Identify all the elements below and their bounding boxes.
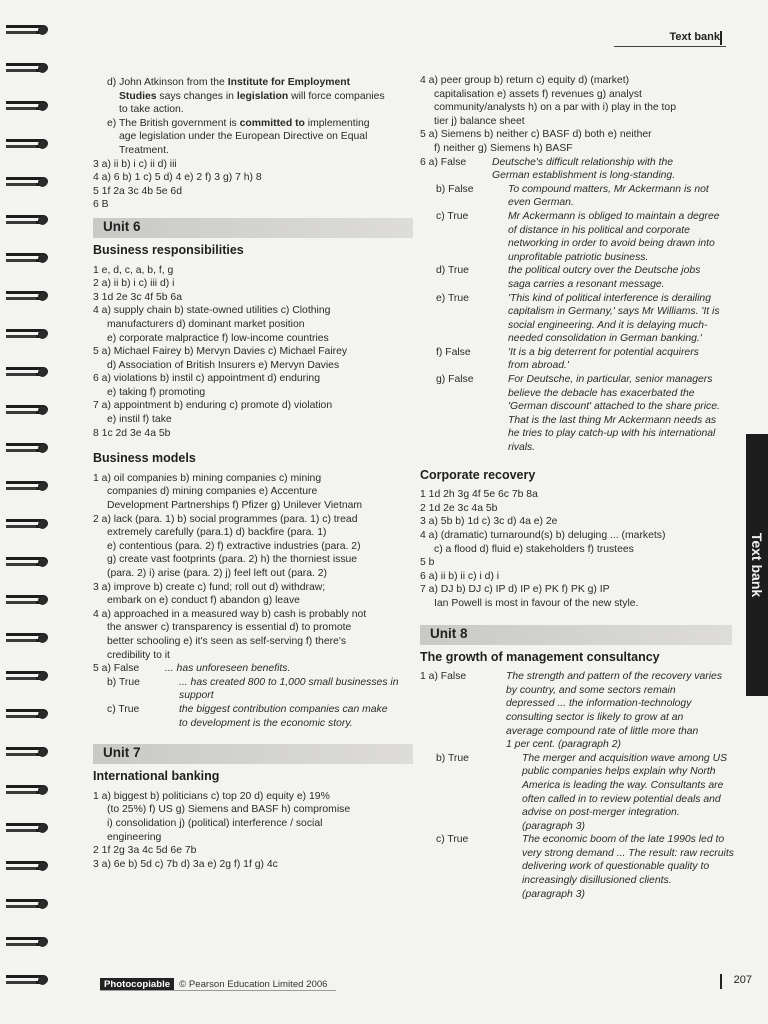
true-false-quote [508, 346, 732, 373]
answer-line: tier j) balance sheet [434, 115, 525, 127]
binding-ring [6, 402, 54, 420]
answer-line: 7 a) DJ b) DJ c) IP d) IP e) PK f) PK g) IP [420, 584, 610, 596]
true-false-item [93, 703, 413, 730]
section-title-business-models: Business models [93, 451, 196, 466]
answer-line: credibility to it [107, 649, 170, 661]
answer-line: age legislation under the European Directive on Equal [119, 131, 368, 143]
question-6-true-false [420, 156, 732, 455]
answer-line: Development Partnerships f) Pfizer g) Unilever Vietnam [107, 500, 363, 512]
unit-6-band [93, 218, 413, 238]
answer-line: 1 a) biggest b) politicians c) top 20 d) equity e) 19% [93, 790, 330, 802]
quote-line: believe the debacle has exacerbated the [508, 387, 695, 399]
answer-line: capitalisation e) assets f) revenues g) analyst [434, 88, 642, 100]
binding-ring [6, 288, 54, 306]
quote-line: Mr Ackermann is obliged to maintain a degree [508, 210, 720, 222]
quote-line: German establishment is long-standing. [492, 170, 676, 182]
answer-line: c) a flood d) fluid e) stakeholders f) trustees [434, 543, 634, 555]
true-false-quote [492, 156, 732, 183]
binding-ring [6, 516, 54, 534]
copyright-text: © Pearson Education Limited 2006 [179, 979, 328, 990]
binding-ring [6, 326, 54, 344]
true-false-quote [179, 676, 413, 703]
quote-line: To compound matters, Mr Ackermann is not [508, 183, 709, 195]
binding-ring [6, 440, 54, 458]
section-title-management-consultancy: The growth of management consultancy [420, 649, 660, 664]
true-false-quote [508, 373, 732, 455]
answer-line: 3 1d 2e 3c 4f 5b 6a [93, 291, 182, 303]
answer-line: (to 25%) f) US g) Siemens and BASF h) compromise [107, 804, 351, 816]
quote-line: (paragraph 3) [522, 820, 585, 832]
question-1-true-false [420, 670, 732, 901]
quote-line: from abroad.' [508, 360, 569, 372]
binding-ring [6, 896, 54, 914]
international-banking-answers [93, 790, 413, 872]
answer-line: 1 1d 2h 3g 4f 5e 6c 7b 8a [420, 489, 538, 501]
true-false-item [420, 752, 732, 834]
corporate-recovery-answers [420, 488, 732, 610]
binding-ring [6, 858, 54, 876]
quote-line: America is leading the way. Consultants are [522, 779, 724, 791]
quote-line: The strength and pattern of the recovery varies [506, 671, 723, 683]
quote-line: saga carries a resonant message. [508, 278, 665, 290]
unit-8-label: Unit 8 [430, 625, 468, 641]
answer-line: 2 a) lack (para. 1) b) social programmes (para. 1) c) tread [93, 513, 358, 525]
answer-line: f) neither g) Siemens h) BASF [434, 142, 573, 154]
answer-line: e) instil f) take [107, 414, 172, 426]
header-divider [720, 31, 722, 45]
answer-line: the answer c) transparency is essential d) to promote [107, 622, 352, 634]
true-false-item [420, 833, 732, 901]
answer-line: embark on e) conduct f) abandon g) leave [107, 595, 300, 607]
quote-line: Deutsche's difficult relationship with the [492, 156, 674, 168]
answer-line: Treatment. [119, 144, 169, 156]
answer-line: engineering [107, 831, 162, 843]
answer-line: 6 a) violations b) instil c) appointment d) enduring [93, 373, 320, 385]
quote-line: (paragraph 3) [522, 888, 585, 900]
true-false-item [93, 676, 413, 703]
true-false-item [420, 264, 732, 291]
answer-line: 5 a) Michael Fairey b) Mervyn Davies c) Michael Fairey [93, 346, 348, 358]
quote-line: increasingly disillusioned clients. [522, 875, 672, 887]
true-false-key: c) True [107, 703, 140, 715]
quote-line: ... has created 800 to 1,000 small businesses in [179, 676, 399, 688]
quote-line: advise on post-merger integration. [522, 807, 680, 819]
quote-line: unprofitable patriotic business. [508, 251, 649, 263]
answer-line: e) taking f) promoting [107, 386, 206, 398]
photocopiable-badge: Photocopiable [100, 978, 174, 991]
true-false-key: e) True [436, 292, 469, 304]
answer-line: 1 e, d, c, a, b, f, g [93, 264, 174, 276]
quote-line: public companies helps explain why North [522, 766, 716, 778]
answer-line: d) John Atkinson from the Institute for Employment [107, 77, 351, 88]
true-false-item [93, 662, 413, 676]
true-false-key: b) True [436, 752, 469, 764]
right-column [420, 74, 732, 901]
true-false-quote [508, 292, 732, 346]
answer-line: 4 a) (dramatic) turnaround(s) b) deluging ... (markets) [420, 530, 666, 541]
true-false-key: 6 a) False [420, 156, 467, 168]
answer-line: 4 a) supply chain b) state-owned utilities c) Clothing [93, 305, 331, 317]
quote-line: often called in to review potential deals and [522, 793, 721, 805]
answer-line: 3 a) 5b b) 1d c) 3c d) 4a e) 2e [420, 516, 558, 528]
quote-line: The economic boom of the late 1990s led to [522, 834, 725, 846]
binding-ring [6, 934, 54, 952]
true-false-key: 5 a) False [93, 663, 140, 675]
true-false-item [420, 210, 732, 264]
true-false-key: b) True [107, 676, 140, 688]
answer-line: better schooling e) it's seen as self-serving f) there's [107, 635, 347, 647]
answer-line: 3 a) improve b) create c) fund; roll out d) withdraw; [93, 581, 326, 593]
answer-line: 7 a) appointment b) enduring c) promote d) violation [93, 400, 333, 412]
binding-ring [6, 554, 54, 572]
answer-line: e) The British government is committed to implementing [107, 117, 370, 129]
binding-ring [6, 98, 54, 116]
true-false-key: g) False [436, 374, 474, 386]
quote-line: social engineering. And it is delaying much- [508, 319, 708, 331]
answer-line: 2 1f 2g 3a 4c 5d 6e 7b [93, 845, 197, 857]
top-answers [420, 74, 732, 156]
true-false-key: c) True [436, 834, 469, 846]
answer-line: 2 a) ii b) i c) iii d) i [93, 278, 175, 290]
spiral-binding [0, 0, 64, 1024]
answer-line: e) corporate malpractice f) low-income countries [107, 332, 329, 344]
true-false-item [420, 346, 732, 373]
quote-line: depressed ... the information-technology [506, 698, 692, 710]
true-false-quote [522, 833, 734, 901]
binding-ring [6, 60, 54, 78]
quote-line: 'This kind of political interference is derailing [508, 292, 711, 304]
quote-line: average compound rate of little more than [506, 725, 699, 737]
quote-line: That is the last thing Mr Ackermann needs as [508, 414, 717, 426]
true-false-quote [508, 210, 732, 264]
true-false-item [420, 373, 732, 455]
page-number-divider [720, 974, 722, 989]
answer-line: g) create vast footprints (para. 2) h) the thorniest issue [107, 554, 358, 566]
answer-line: to take action. [119, 104, 184, 116]
binding-ring [6, 212, 54, 230]
quote-line: capitalism in Germany,' says Mr Williams. 'It is [508, 306, 720, 318]
quote-line: very strong demand ... The result: raw recruits [522, 847, 734, 859]
binding-ring [6, 744, 54, 762]
true-false-quote [165, 662, 413, 676]
left-column [93, 76, 413, 871]
quote-line: 1 per cent. (paragraph 2) [506, 739, 621, 751]
true-false-quote [508, 183, 732, 210]
answer-line: 1 a) oil companies b) mining companies c) mining [93, 472, 322, 484]
quote-line: consulting sector is likely to grow at an [506, 711, 684, 723]
footer-rule [100, 990, 336, 991]
business-models-answers [93, 472, 413, 730]
quote-line: 'It is a big deterrent for potential acquirers [508, 346, 699, 358]
true-false-quote [506, 670, 732, 752]
true-false-quote [508, 264, 732, 291]
quote-line: to development is the economic story. [179, 717, 353, 729]
running-header: Text bank [669, 31, 720, 43]
answer-line: 4 a) approached in a measured way b) cash is probably not [93, 608, 367, 620]
true-false-key: c) True [436, 210, 469, 222]
answer-line: 4 a) peer group b) return c) equity d) (market) [420, 75, 630, 86]
binding-ring [6, 478, 54, 496]
page-number: 207 [733, 974, 752, 986]
unit-6-label: Unit 6 [103, 218, 141, 234]
answer-line: companies d) mining companies e) Accenture [107, 486, 318, 498]
binding-ring [6, 668, 54, 686]
unit-8-band [420, 625, 732, 645]
quote-line: of distance in his political and corporate [508, 224, 690, 236]
answer-line: e) contentious (para. 2) f) extractive industries (para. 2) [107, 540, 361, 552]
quote-line: he tries to play catch-up with his international [508, 428, 716, 440]
answer-line: manufacturers d) dominant market position [107, 318, 305, 330]
answer-line: extremely carefully (para.1) d) backfire (para. 1) [107, 527, 327, 539]
binding-ring [6, 782, 54, 800]
quote-line: the political outcry over the Deutsche jobs [508, 265, 701, 277]
answer-line: Ian Powell is most in favour of the new style. [434, 597, 639, 609]
answer-line: 3 a) 6e b) 5d c) 7b d) 3a e) 2g f) 1f g) 4c [93, 858, 278, 870]
quote-line: support [179, 690, 214, 702]
answer-line: 6 B [93, 199, 109, 211]
header-rule [614, 46, 726, 47]
answer-line: 5 a) Siemens b) neither c) BASF d) both e) neither [420, 129, 652, 141]
binding-ring [6, 820, 54, 838]
binding-ring [6, 250, 54, 268]
answer-line: 8 1c 2d 3e 4a 5b [93, 427, 171, 439]
binding-ring [6, 364, 54, 382]
answer-line: 6 a) ii b) ii c) i d) i [420, 570, 500, 582]
business-responsibilities-answers [93, 264, 413, 441]
true-false-key: 1 a) False [420, 671, 467, 683]
true-false-item [420, 156, 732, 183]
true-false-key: f) False [436, 346, 471, 358]
section-title-business-responsibilities: Business responsibilities [93, 242, 244, 257]
quote-line: ... has unforeseen benefits. [165, 663, 291, 675]
section-title-corporate-recovery: Corporate recovery [420, 467, 536, 482]
quote-line: For Deutsche, in particular, senior managers [508, 374, 713, 386]
true-false-quote [522, 752, 732, 834]
unit-7-label: Unit 7 [103, 745, 141, 761]
binding-ring [6, 136, 54, 154]
intro-answers [93, 76, 413, 212]
answer-line: 3 a) ii b) i c) ii d) iii [93, 158, 177, 170]
side-tab-label: Text bank [749, 532, 765, 598]
quote-line: by country, and some sectors remain [506, 684, 676, 696]
quote-line: needed consolidation in German banking.' [508, 333, 702, 345]
quote-line: delivering work of questionable quality to [522, 861, 710, 873]
true-false-quote [179, 703, 413, 730]
answer-line: community/analysts h) on a par with i) play in the top [434, 102, 676, 114]
quote-line: the biggest contribution companies can make [179, 703, 388, 715]
section-title-international-banking: International banking [93, 769, 220, 784]
answer-line: 2 1d 2e 3c 4a 5b [420, 502, 498, 514]
binding-ring [6, 22, 54, 40]
unit-7-band [93, 744, 413, 764]
answer-line: i) consolidation j) (political) interference / social [107, 817, 323, 829]
true-false-key: b) False [436, 183, 474, 195]
side-tab [746, 434, 768, 696]
true-false-item [420, 670, 732, 752]
answer-line: d) Association of British Insurers e) Mervyn Davies [107, 359, 340, 371]
binding-ring [6, 630, 54, 648]
answer-line: 5 b [420, 557, 435, 569]
binding-ring [6, 706, 54, 724]
binding-ring [6, 592, 54, 610]
binding-ring [6, 972, 54, 990]
true-false-key: d) True [436, 265, 469, 277]
quote-line: 'German discount' attached to the share price. [508, 401, 720, 413]
answer-line: 5 1f 2a 3c 4b 5e 6d [93, 185, 182, 197]
quote-line: even German. [508, 197, 574, 209]
true-false-item [420, 183, 732, 210]
true-false-item [420, 292, 732, 346]
answer-line: 4 a) 6 b) 1 c) 5 d) 4 e) 2 f) 3 g) 7 h) 8 [93, 172, 262, 184]
binding-ring [6, 174, 54, 192]
answer-line: (para. 2) i) arise (para. 2) j) feel left out (para. 2) [107, 568, 328, 579]
answer-line: Studies says changes in legislation will force companies [119, 90, 385, 102]
quote-line: The merger and acquisition wave among US [522, 752, 728, 764]
quote-line: rivals. [508, 442, 536, 454]
quote-line: networking in order to avoid being drawn into [508, 238, 715, 250]
